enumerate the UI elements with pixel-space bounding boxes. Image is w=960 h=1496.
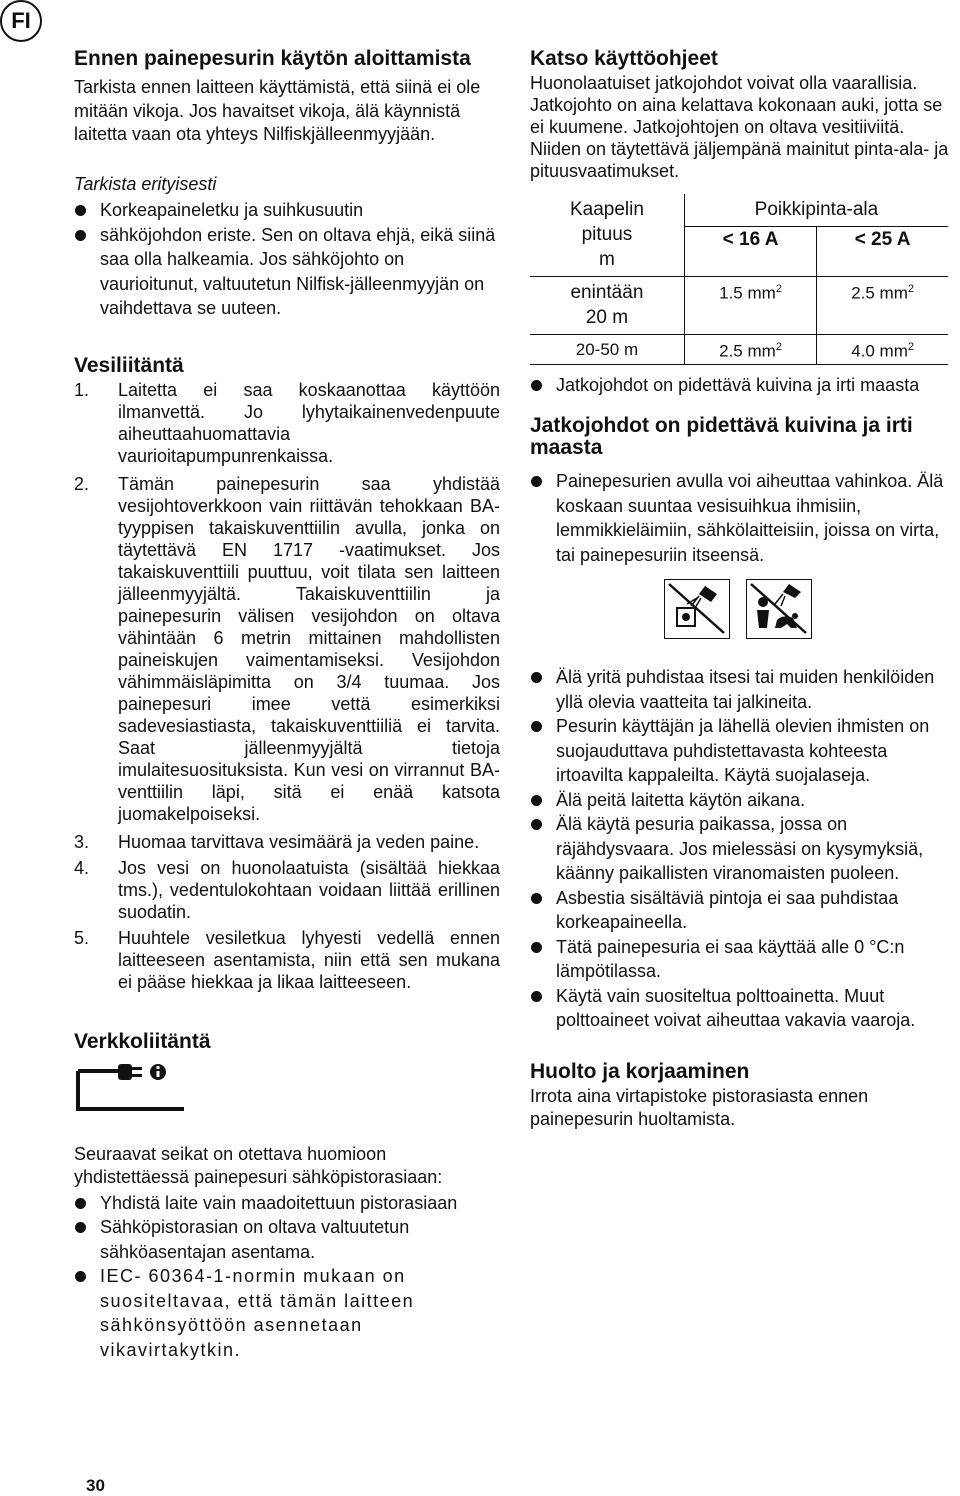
section-title-mains-connection: Verkkoliitäntä xyxy=(74,1029,211,1053)
bullet-icon xyxy=(531,991,542,1002)
mains-connection-text: Seuraavat seikat on otettava huomioon yhdistettäessä painepesuri sähköpistorasiaan: xyxy=(74,1143,443,1187)
bullet-icon xyxy=(531,893,542,904)
table-header-area: Poikkipinta-ala xyxy=(684,194,948,226)
service-text: Irrota aina virtapistoke pistorasiasta ennen painepesurin huoltamista. xyxy=(530,1085,869,1129)
list-item: 5. Huuhtele vesiletkua lyhyesti vedellä ennen laitteeseen asentamista, niin että sen mukana ei pääse hiekkaa ja likaa laitteeseen. xyxy=(74,927,500,992)
bullet-icon xyxy=(531,721,542,732)
list-item: 1. Laitetta ei saa koskaanottaa käyttöön ilmanvettä. Jo lyhytaikainenvedenpuute aiheuttaahuomattavia vaurioitapumpunrenkaissa. xyxy=(74,379,500,466)
list-item: Älä yritä puhdistaa itsesi tai muiden henkilöiden yllä olevia vaatteita tai jalkineita. xyxy=(530,665,958,714)
cable-table xyxy=(530,194,948,365)
list-item: Sähköpistorasian on oltava valtuutetun sähköasentajan asentama. xyxy=(74,1215,500,1264)
bullet-icon xyxy=(531,476,542,487)
list-item: sähköjohdon eriste. Sen on oltava ehjä, eikä siinä saa olla halkeamia. Jos sähköjohto on vaurioitunut, valtuutetun Nilfisk-jälleenmyyjän on vaihdettava se uuteen. xyxy=(74,223,500,321)
check-list xyxy=(74,198,500,321)
bullet-icon xyxy=(531,819,542,830)
table-header-length: Kaapelin pituus m xyxy=(530,194,684,276)
bullet-icon xyxy=(75,205,86,216)
bullet-icon xyxy=(75,1198,86,1209)
section-title-service: Huolto ja korjaaminen xyxy=(530,1059,750,1083)
table-cell: 2.5 $mm^2$ xyxy=(684,334,816,364)
right-column xyxy=(530,48,958,1132)
table-header-25a: < 25 A xyxy=(817,226,948,276)
table-cell: 20-50 m xyxy=(530,334,684,364)
table-cell: 2.5 $mm^2$ xyxy=(817,276,948,334)
bullet-icon xyxy=(75,1271,86,1282)
left-column xyxy=(74,48,500,1362)
before-use-text: Tarkista ennen laitteen käyttämistä, että siinä ei ole mitään vikoja. Jos havaitset vikoja, älä käynnistä laitetta vaan ota yhteys Nilfiskjälleenmyyjään. xyxy=(74,77,481,144)
section-title-before-use: Ennen painepesurin käytön aloittamista xyxy=(74,47,471,70)
table-cell: 1.5 $mm^2$ xyxy=(684,276,816,334)
section-title-keep-dry: Jatkojohdot on pidettävä kuivina ja irti maasta xyxy=(530,414,913,459)
list-item: Asbestia sisältäviä pintoja ei saa puhdistaa korkeapaineella. xyxy=(530,886,958,935)
mains-list xyxy=(74,1191,500,1363)
bullet-icon xyxy=(531,942,542,953)
table-cell: enintään 20 m xyxy=(530,276,684,334)
dry-list xyxy=(530,373,958,398)
see-instructions-text: Huonolaatuiset jatkojohdot voivat olla vaarallisia. Jatkojohto on aina kelattava kokonaan auki, jotta se ei kuumene. Jatkojohtojen on oltava vesitiiviitä. Niiden on täytettävä jäljempänä mainitut pinta-ala- ja pituusvaatimukset. xyxy=(530,73,949,181)
list-item: 3. Huomaa tarvittava vesimäärä ja veden paine. xyxy=(74,831,480,852)
language-badge: FI xyxy=(0,0,42,42)
no-spray-electric-icon xyxy=(664,579,730,639)
bullet-icon xyxy=(75,230,86,241)
water-connection-list xyxy=(74,379,500,993)
table-header-16a: < 16 A xyxy=(684,226,816,276)
list-item: Korkeapaineletku ja suihkusuutin xyxy=(74,198,500,223)
list-item: 2. Tämän painepesurin saa yhdistää vesijohtoverkkoon vain riittävän tehokkaan BA-tyyppisen takaiskuventtiilin avulla, jonka on täytettävä EN 1717 -vaatimukset. Jos takaiskuventtiili puuttuu, voit tilata sen laitteen jälleenmyyjältä. Takaiskuventtiilin ja painepesurin välisen vesijohdon on oltava vähintään 6 metrin mittainen mahdollisten paineiskujen vaimentamiseksi. Vesijohdon vähimmäisläpimitta on 3/4 tuumaa. Jos painepesuri imee vettä esimerkiksi sadevesiastiasta, takaiskuventtiiliä ei tarvita. Saat jälleenmyyjältä tietoja imulaitesuosituksista. Kun vesi on virrannut BA-venttiilin läpi, sitä ei enää katsota juomakelpoiseksi. xyxy=(74,473,500,824)
list-item: Älä peitä laitetta käytön aikana. xyxy=(530,788,958,813)
page-number: 30 xyxy=(86,1476,105,1495)
no-spray-people-animals-icon xyxy=(746,579,812,639)
list-item: Älä käytä pesuria paikassa, jossa on räjähdysvaara. Jos mielessäsi on kysymyksiä, käänny paikallisten viranomaisten puoleen. xyxy=(530,812,958,886)
list-item: Painepesurien avulla voi aiheuttaa vahinkoa. Älä koskaan suuntaa vesisuihkua ihmisiin, lemmikkieläimiin, sähkölaitteisiin, joissa on virta, tai painepesuriin itseensä. xyxy=(530,469,958,567)
bullet-icon xyxy=(531,380,542,391)
list-item: Käytä vain suositeltua polttoainetta. Muut polttoaineet voivat aiheuttaa vakavia vaaroja. xyxy=(530,984,958,1033)
plug-icon xyxy=(74,1063,500,1115)
bullet-icon xyxy=(531,795,542,806)
warning-pictograms xyxy=(664,579,958,643)
damage-list xyxy=(530,469,958,567)
table-cell: 4.0 $mm^2$ xyxy=(817,334,948,364)
section-title-see-instructions: Katso käyttöohjeet xyxy=(530,47,718,70)
safety-list xyxy=(530,665,958,1033)
list-item: Pesurin käyttäjän ja lähellä olevien ihmisten on suojauduttava puhdistettavasta kohteesta irtoavilta kappaleilta. Käytä suojalaseja. xyxy=(530,714,958,788)
bullet-icon xyxy=(75,1222,86,1233)
list-item: 4. Jos vesi on huonolaatuista (sisältää hiekkaa tms.), vedentulokohtaan voidaan liittää erillinen suodatin. xyxy=(74,857,500,922)
list-item: Tätä painepesuria ei saa käyttää alle 0 °C:n lämpötilassa. xyxy=(530,935,958,984)
list-item: Yhdistä laite vain maadoitettuun pistorasiaan xyxy=(74,1191,500,1216)
section-title-water-connection: Vesiliitäntä xyxy=(74,353,184,377)
list-item: IEC- 60364-1-normin mukaan on suositeltavaa, että tämän laitteen sähkönsyöttöön asennetaan vikavirtakytkin. xyxy=(74,1264,500,1362)
list-item: Jatkojohdot on pidettävä kuivina ja irti maasta xyxy=(530,373,958,398)
check-especially-label: Tarkista erityisesti xyxy=(74,173,217,194)
bullet-icon xyxy=(531,672,542,683)
